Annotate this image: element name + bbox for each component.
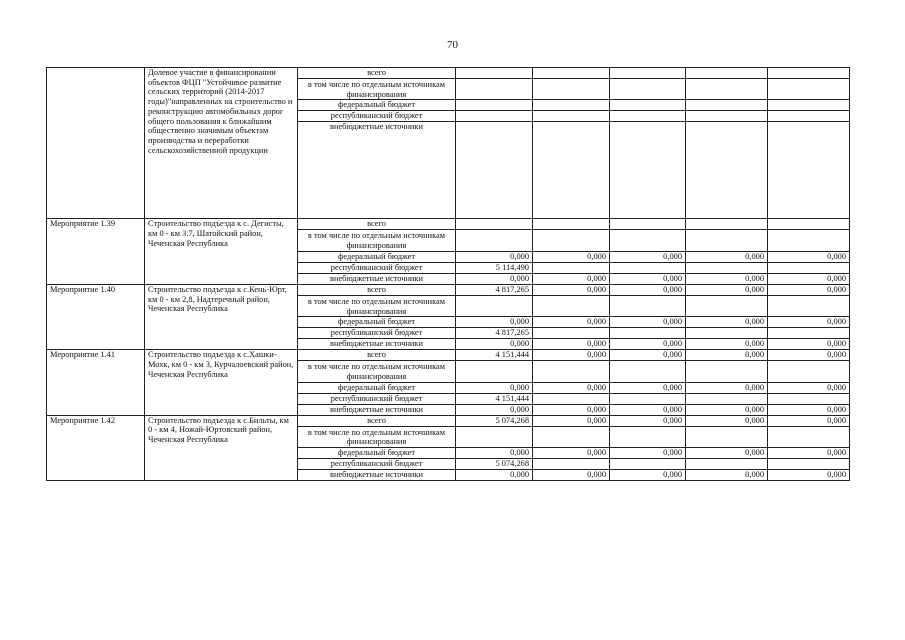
- value-cell: 0,000: [686, 339, 768, 350]
- value-cell: 0,000: [610, 273, 686, 284]
- value-cell: 0,000: [533, 339, 610, 350]
- description-cell: Долевое участие в финансировании объектов ФЦП "Устойчивое развитие сельских территорий (2014-2017 годы)"направленных на строительство и реконструкцию автомобильных дорог общего пользования к ближайшим общественно значимым объектам производства и переработки сельскохозяйственной продукции: [145, 68, 298, 219]
- value-cell: 0,000: [610, 404, 686, 415]
- value-cell: 4 817,265: [456, 284, 533, 295]
- value-cell: 0,000: [610, 317, 686, 328]
- value-cell: [456, 361, 533, 382]
- value-cell: 5 114,490: [456, 262, 533, 273]
- value-cell: 5 074,268: [456, 415, 533, 426]
- value-cell: [533, 328, 610, 339]
- value-cell: 0,000: [610, 339, 686, 350]
- value-cell: 4 151,444: [456, 393, 533, 404]
- value-cell: [768, 122, 850, 219]
- value-cell: 0,000: [533, 404, 610, 415]
- source-cell: внебюджетные источники: [298, 273, 456, 284]
- value-cell: [610, 295, 686, 316]
- source-cell: в том числе по отдельным источникам финансирования: [298, 361, 456, 382]
- value-cell: [610, 100, 686, 111]
- source-cell: федеральный бюджет: [298, 382, 456, 393]
- value-cell: [610, 459, 686, 470]
- value-cell: [768, 219, 850, 230]
- value-cell: 0,000: [533, 382, 610, 393]
- page-number: 70: [447, 39, 458, 51]
- event-cell: [47, 68, 145, 219]
- value-cell: [456, 68, 533, 79]
- value-cell: [768, 459, 850, 470]
- value-cell: [686, 393, 768, 404]
- value-cell: 0,000: [610, 448, 686, 459]
- source-cell: в том числе по отдельным источникам финансирования: [298, 79, 456, 100]
- value-cell: 0,000: [533, 251, 610, 262]
- event-cell: Мероприятие 1.41: [47, 350, 145, 415]
- value-cell: 0,000: [768, 339, 850, 350]
- table-row: [47, 68, 850, 79]
- value-cell: 0,000: [456, 317, 533, 328]
- value-cell: [610, 230, 686, 251]
- value-cell: 0,000: [533, 317, 610, 328]
- value-cell: [533, 361, 610, 382]
- value-cell: 0,000: [768, 284, 850, 295]
- source-cell: всего: [298, 68, 456, 79]
- value-cell: [533, 426, 610, 447]
- source-cell: всего: [298, 350, 456, 361]
- value-cell: 0,000: [686, 317, 768, 328]
- value-cell: [610, 328, 686, 339]
- table-row: [47, 350, 850, 361]
- value-cell: [610, 426, 686, 447]
- value-cell: 0,000: [686, 448, 768, 459]
- value-cell: [610, 79, 686, 100]
- table-row: [47, 415, 850, 426]
- value-cell: [686, 122, 768, 219]
- value-cell: [533, 262, 610, 273]
- value-cell: 0,000: [768, 470, 850, 481]
- value-cell: 0,000: [768, 251, 850, 262]
- value-cell: [533, 230, 610, 251]
- value-cell: [768, 426, 850, 447]
- value-cell: [768, 262, 850, 273]
- source-cell: внебюджетные источники: [298, 339, 456, 350]
- value-cell: [533, 459, 610, 470]
- value-cell: [456, 122, 533, 219]
- value-cell: [686, 361, 768, 382]
- value-cell: [768, 328, 850, 339]
- value-cell: 0,000: [456, 404, 533, 415]
- value-cell: [686, 230, 768, 251]
- source-cell: всего: [298, 219, 456, 230]
- value-cell: [686, 426, 768, 447]
- value-cell: 0,000: [686, 382, 768, 393]
- value-cell: [610, 361, 686, 382]
- value-cell: 0,000: [533, 448, 610, 459]
- value-cell: 0,000: [686, 415, 768, 426]
- value-cell: [686, 100, 768, 111]
- value-cell: 0,000: [686, 251, 768, 262]
- value-cell: [533, 393, 610, 404]
- value-cell: [686, 79, 768, 100]
- event-cell: Мероприятие 1.42: [47, 415, 145, 480]
- value-cell: 0,000: [610, 382, 686, 393]
- value-cell: [533, 100, 610, 111]
- value-cell: [768, 79, 850, 100]
- value-cell: 0,000: [456, 273, 533, 284]
- budget-table: [46, 67, 850, 481]
- source-cell: республиканский бюджет: [298, 393, 456, 404]
- description-cell: Строительство подъезда к с.Бильты, км 0 - км 4, Ножай-Юртовский район, Чеченская Республика: [145, 415, 298, 480]
- value-cell: [610, 122, 686, 219]
- value-cell: [768, 361, 850, 382]
- value-cell: 5 074,268: [456, 459, 533, 470]
- description-cell: Строительство подъезда к с.Кень-Юрт, км 0 - км 2,8, Надтеречный район, Чеченская Республика: [145, 284, 298, 349]
- description-cell: Строительство подъезда к с.Хашки-Мохк, км 0 - км 3, Курчалоевский район, Чеченская Республика: [145, 350, 298, 415]
- value-cell: [768, 230, 850, 251]
- value-cell: [768, 295, 850, 316]
- value-cell: 4 151,444: [456, 350, 533, 361]
- value-cell: [456, 100, 533, 111]
- value-cell: 0,000: [768, 415, 850, 426]
- value-cell: [456, 219, 533, 230]
- source-cell: всего: [298, 415, 456, 426]
- value-cell: 0,000: [610, 284, 686, 295]
- table-row: [47, 219, 850, 230]
- source-cell: республиканский бюджет: [298, 111, 456, 122]
- value-cell: [768, 100, 850, 111]
- value-cell: [768, 111, 850, 122]
- value-cell: 0,000: [456, 470, 533, 481]
- value-cell: [456, 295, 533, 316]
- value-cell: 0,000: [610, 251, 686, 262]
- value-cell: 0,000: [456, 339, 533, 350]
- value-cell: 0,000: [456, 382, 533, 393]
- value-cell: 0,000: [686, 470, 768, 481]
- value-cell: [610, 219, 686, 230]
- value-cell: [533, 68, 610, 79]
- value-cell: 0,000: [768, 382, 850, 393]
- value-cell: [610, 68, 686, 79]
- value-cell: 0,000: [686, 404, 768, 415]
- value-cell: 0,000: [610, 415, 686, 426]
- value-cell: [768, 68, 850, 79]
- value-cell: [533, 111, 610, 122]
- value-cell: 4 817,265: [456, 328, 533, 339]
- value-cell: 0,000: [533, 284, 610, 295]
- value-cell: [533, 219, 610, 230]
- value-cell: 0,000: [768, 404, 850, 415]
- source-cell: республиканский бюджет: [298, 328, 456, 339]
- value-cell: [533, 295, 610, 316]
- value-cell: 0,000: [768, 317, 850, 328]
- value-cell: [686, 262, 768, 273]
- value-cell: 0,000: [533, 470, 610, 481]
- value-cell: [686, 219, 768, 230]
- event-rows: [47, 219, 850, 481]
- value-cell: 0,000: [533, 273, 610, 284]
- value-cell: 0,000: [456, 448, 533, 459]
- source-cell: в том числе по отдельным источникам финансирования: [298, 230, 456, 251]
- value-cell: 0,000: [686, 273, 768, 284]
- value-cell: 0,000: [533, 415, 610, 426]
- value-cell: [610, 262, 686, 273]
- value-cell: [456, 426, 533, 447]
- value-cell: 0,000: [686, 350, 768, 361]
- table-row: [47, 284, 850, 295]
- value-cell: 0,000: [456, 251, 533, 262]
- value-cell: 0,000: [768, 448, 850, 459]
- source-cell: федеральный бюджет: [298, 251, 456, 262]
- value-cell: 0,000: [533, 350, 610, 361]
- source-cell: федеральный бюджет: [298, 317, 456, 328]
- value-cell: 0,000: [768, 350, 850, 361]
- value-cell: 0,000: [768, 273, 850, 284]
- value-cell: [686, 295, 768, 316]
- value-cell: [686, 68, 768, 79]
- source-cell: внебюджетные источники: [298, 122, 456, 219]
- source-cell: федеральный бюджет: [298, 448, 456, 459]
- source-cell: в том числе по отдельным источникам финансирования: [298, 426, 456, 447]
- value-cell: [768, 393, 850, 404]
- value-cell: [686, 459, 768, 470]
- value-cell: [456, 79, 533, 100]
- description-cell: Строительство подъезда к с. Дегисты, км 0 - км 3.7, Шатойский район, Чеченская Республика: [145, 219, 298, 284]
- value-cell: [686, 111, 768, 122]
- source-cell: в том числе по отдельным источникам финансирования: [298, 295, 456, 316]
- source-cell: республиканский бюджет: [298, 459, 456, 470]
- source-cell: внебюджетные источники: [298, 470, 456, 481]
- source-cell: республиканский бюджет: [298, 262, 456, 273]
- value-cell: [533, 79, 610, 100]
- value-cell: [456, 230, 533, 251]
- event-cell: Мероприятие 1.40: [47, 284, 145, 349]
- source-cell: федеральный бюджет: [298, 100, 456, 111]
- value-cell: [610, 111, 686, 122]
- value-cell: 0,000: [610, 470, 686, 481]
- value-cell: 0,000: [686, 284, 768, 295]
- value-cell: [610, 393, 686, 404]
- event-cell: Мероприятие 1.39: [47, 219, 145, 284]
- source-cell: внебюджетные источники: [298, 404, 456, 415]
- value-cell: [686, 328, 768, 339]
- value-cell: [456, 111, 533, 122]
- value-cell: [533, 122, 610, 219]
- value-cell: 0,000: [610, 350, 686, 361]
- source-cell: всего: [298, 284, 456, 295]
